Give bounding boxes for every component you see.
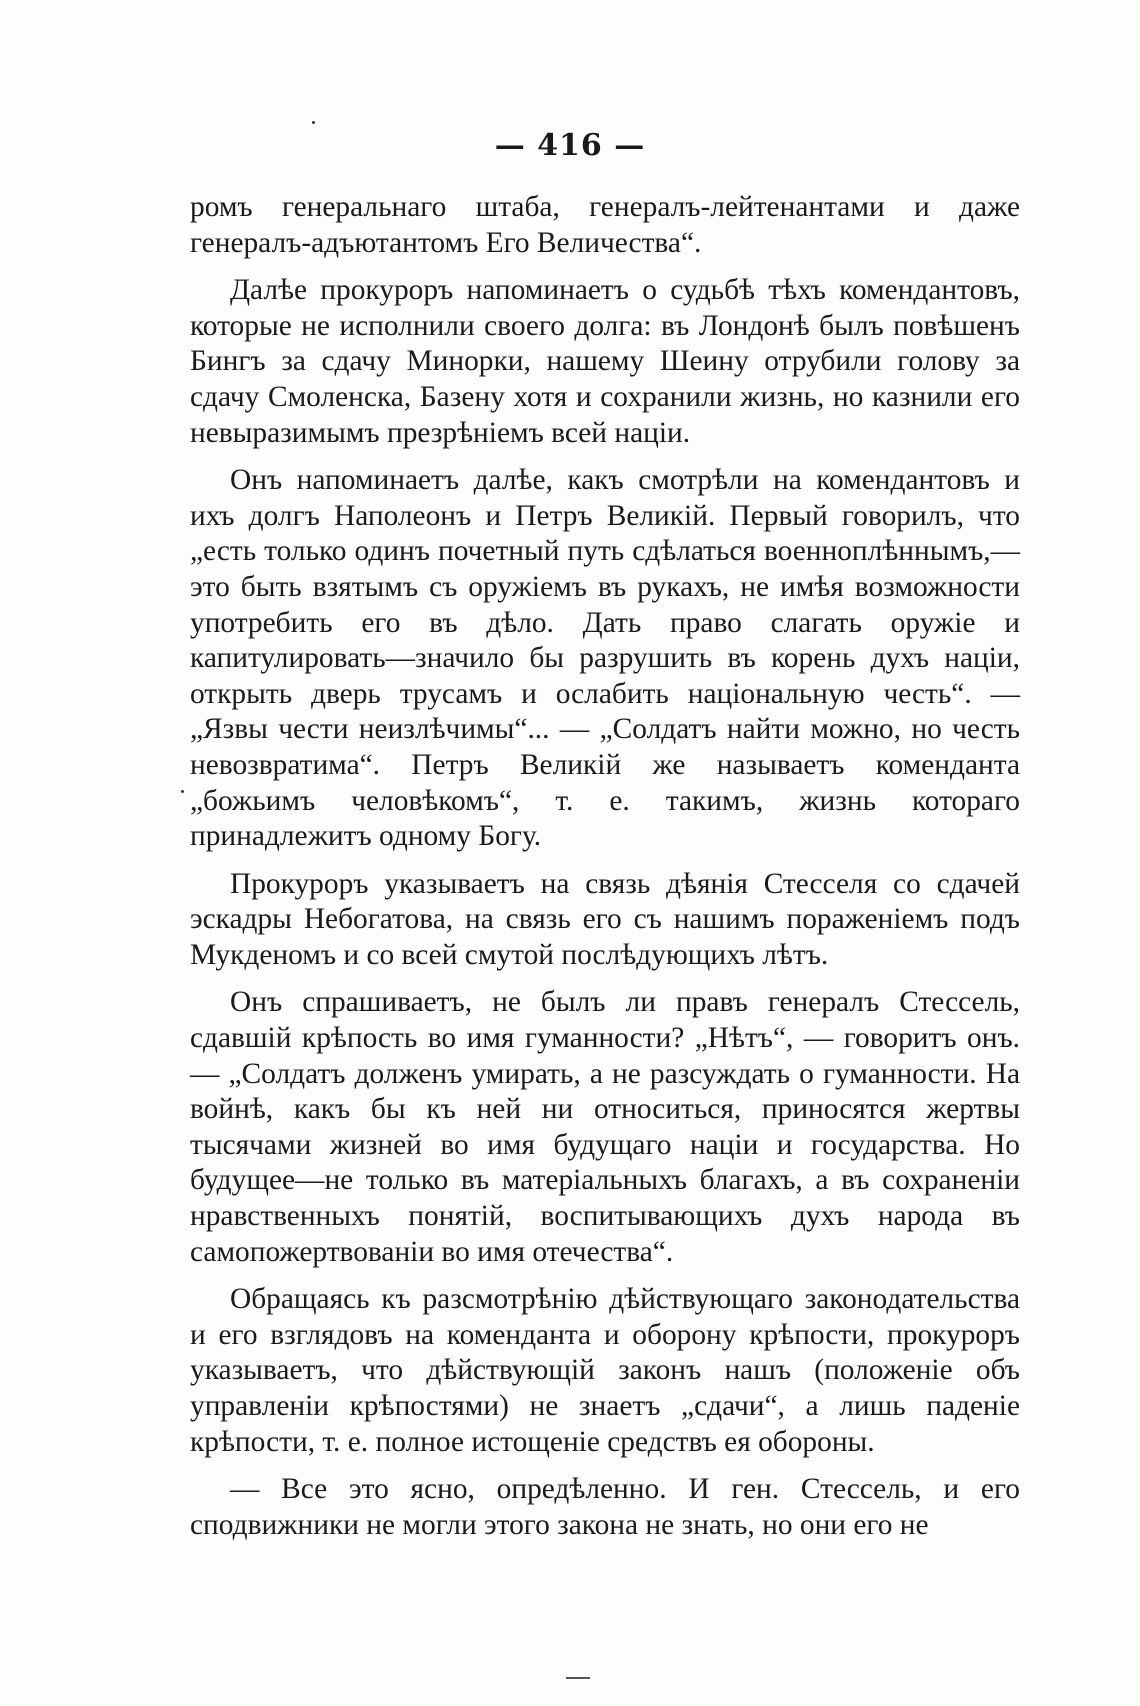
print-speck [312, 121, 315, 124]
print-speck [181, 790, 184, 793]
paragraph-napoleon-peter: Онъ напоминаетъ далѣе, какъ смотрѣли на комендантовъ и ихъ долгъ Наполеонъ и Петръ Великій. Первый говорилъ, что „есть только одинъ почетный путь сдѣлаться военноплѣннымъ,—это быть взятымъ съ оружіемъ въ рукахъ, не имѣя возможности употребить его въ дѣло. Дать право слагать оружіе и капитулировать—значило бы разрушить въ корень духъ націи, открыть дверь трусамъ и ослабить національную честь“. — „Язвы чести неизлѣчимы“... — „Солдатъ найти можно, но честь невозвратима“. Петръ Великій же называетъ коменданта „божьимъ человѣкомъ“, т. е. такимъ, жизнь котораго принадлежитъ одному Богу. [190, 464, 1020, 853]
paragraph-humanity-question: Онъ спрашиваетъ, не былъ ли правъ генералъ Стессель, сдавшій крѣпость во имя гуманности? „Нѣтъ“, — говоритъ онъ. — „Солдатъ долженъ умирать, а не разсуждать о гуманности. На войнѣ, какъ бы къ ней ни относиться, приносятся жертвы тысячами жизней во имя будущаго націи и государства. Но будущее—не только въ матеріальныхъ благахъ, а въ сохраненіи нравственныхъ понятій, воспитывающихъ духъ народа въ самопожертвованіи во имя отечества“. [190, 986, 1020, 1268]
body-text [190, 190, 1020, 1543]
paragraph-prosecutor-reminds: Далѣе прокуроръ напоминаетъ о судьбѣ тѣхъ комендантовъ, которые не исполнили своего долга: въ Лондонѣ былъ повѣшенъ Бингъ за сдачу Минорки, нашему Шеину отрубили голову за сдачу Смоленска, Базену хотя и сохранили жизнь, но казнили его невыразимымъ презрѣніемъ всей націи. [190, 274, 1020, 449]
paragraph-link-nebogatov: Прокуроръ указываетъ на связь дѣянія Стесселя со сдачей эскадры Небогатова, на связь его съ нашимъ пораженіемъ подъ Мукденомъ и со всей смутой послѣдующихъ лѣтъ. [190, 867, 1020, 971]
page-number: — 416 — [494, 128, 646, 163]
footer-mark [566, 1677, 590, 1679]
paragraph-continuation: ромъ генеральнаго штаба, генералъ-лейтенантами и даже генералъ-адъютантомъ Его Величества“. [190, 191, 1020, 259]
paragraph-final: — Все это ясно, опредѣленно. И ген. Стессель, и его сподвижники не могли этого закона не знать, но они его не [190, 1473, 1020, 1541]
paragraph-legislation: Обращаясь къ разсмотрѣнію дѣйствующаго законодательства и его взглядовъ на коменданта и оборону крѣпости, прокуроръ указываетъ, что дѣйствующій законъ нашъ (положеніе объ управленіи крѣпостями) не знаетъ „сдачи“, а лишь паденіе крѣпости, т. е. полное истощеніе средствъ ея обороны. [190, 1283, 1020, 1458]
